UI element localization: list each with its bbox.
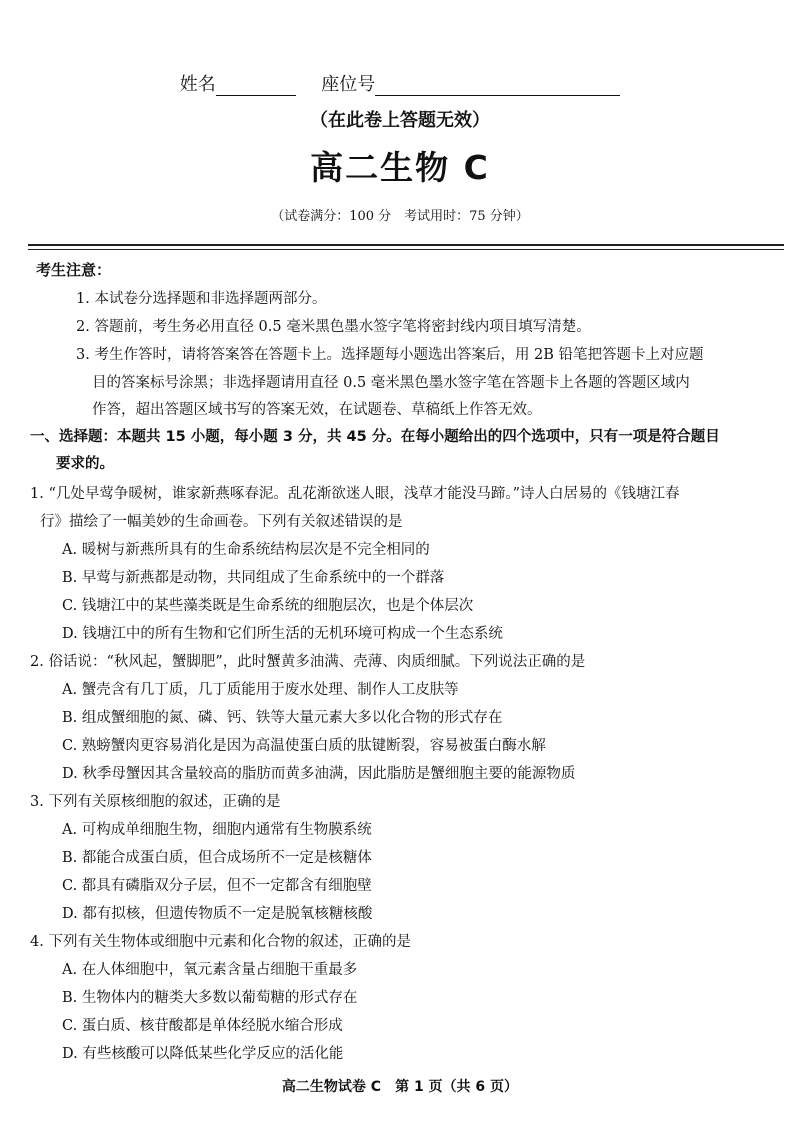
option-b: B. 生物体内的糖类大多数以葡萄糖的形式存在 [62, 990, 358, 1006]
name-label: 姓名 [179, 74, 216, 95]
option-a: A. 在人体细胞中，氧元素含量占细胞干重最多 [62, 962, 358, 978]
instruction-item: 2. 答题前，考生务必用直径 0.5 毫米黑色墨水签字笔将密封线内项目填写清楚。 [76, 319, 591, 335]
seat-blank [375, 77, 620, 96]
question-stem: 4. 下列有关生物体或细胞中元素和化合物的叙述，正确的是 [30, 934, 411, 950]
candidate-info-line [0, 70, 800, 96]
page-footer: 高二生物试卷 C 第 1 页（共 6 页） [281, 1079, 519, 1095]
option-a: A. 蟹壳含有几丁质，几丁质能用于废水处理、制作人工皮肤等 [62, 682, 459, 698]
option-b: B. 都能合成蛋白质，但合成场所不一定是核糖体 [62, 850, 372, 866]
option-c: C. 蛋白质、核苷酸都是单体经脱水缩合形成 [62, 1018, 343, 1034]
question-stem: 3. 下列有关原核细胞的叙述，正确的是 [30, 794, 281, 810]
option-d: D. 钱塘江中的所有生物和它们所生活的无机环境可构成一个生态系统 [62, 626, 503, 642]
option-b: B. 早莺与新燕都是动物，共同组成了生命系统中的一个群落 [62, 570, 445, 586]
instruction-item: 3. 考生作答时，请将答案答在答题卡上。选择题每小题选出答案后，用 2B 铅笔把答题卡上对应题 [76, 347, 704, 363]
instruction-item: 目的答案标号涂黑；非选择题请用直径 0.5 毫米黑色墨水签字笔在答题卡上各题的答题区域内 [92, 375, 690, 391]
header-divider-thin [28, 249, 784, 250]
instruction-item: 作答，超出答题区域书写的答案无效，在试题卷、草稿纸上作答无效。 [92, 402, 542, 418]
option-c: C. 钱塘江中的某些藻类既是生命系统的细胞层次，也是个体层次 [62, 598, 474, 614]
option-c: C. 都具有磷脂双分子层，但不一定都含有细胞壁 [62, 878, 372, 894]
name-blank [216, 77, 296, 96]
option-a: A. 暖树与新燕所具有的生命系统结构层次是不完全相同的 [62, 542, 430, 558]
option-d: D. 秋季母蟹因其含量较高的脂肪而黄多油满，因此脂肪是蟹细胞主要的能源物质 [62, 766, 576, 782]
section-heading: 一、选择题：本题共 15 小题，每小题 3 分，共 45 分。在每小题给出的四个选项中，只有一项是符合题目 [30, 429, 720, 445]
exam-meta: （试卷满分：100 分 考试用时：75 分钟） [271, 209, 529, 224]
header-divider [28, 244, 784, 246]
question-stem: 1. “几处早莺争暖树，谁家新燕啄春泥。乱花渐欲迷人眼，浅草才能没马蹄。”诗人白居易的《钱塘江春 [30, 486, 680, 502]
section-heading-cont: 要求的。 [56, 456, 114, 472]
question-stem: 2. 俗话说：“秋风起，蟹脚肥”，此时蟹黄多油满、壳薄、肉质细腻。下列说法正确的是 [30, 654, 586, 670]
option-d: D. 有些核酸可以降低某些化学反应的活化能 [62, 1046, 344, 1062]
instruction-item: 1. 本试卷分选择题和非选择题两部分。 [76, 291, 327, 307]
invalid-answer-notice: （在此卷上答题无效） [310, 110, 490, 131]
option-a: A. 可构成单细胞生物，细胞内通常有生物膜系统 [62, 822, 372, 838]
option-c: C. 熟螃蟹肉更容易消化是因为高温使蛋白质的肽键断裂，容易被蛋白酶水解 [62, 738, 546, 754]
seat-label: 座位号 [321, 74, 376, 95]
question-stem-cont: 行》描绘了一幅美妙的生命画卷。下列有关叙述错误的是 [40, 514, 403, 530]
instructions-heading: 考生注意： [36, 261, 112, 279]
option-b: B. 组成蟹细胞的氮、磷、钙、铁等大量元素大多以化合物的形式存在 [62, 710, 503, 726]
option-d: D. 都有拟核，但遗传物质不一定是脱氧核糖核酸 [62, 906, 373, 922]
exam-title: 高二生物 C [310, 148, 490, 187]
